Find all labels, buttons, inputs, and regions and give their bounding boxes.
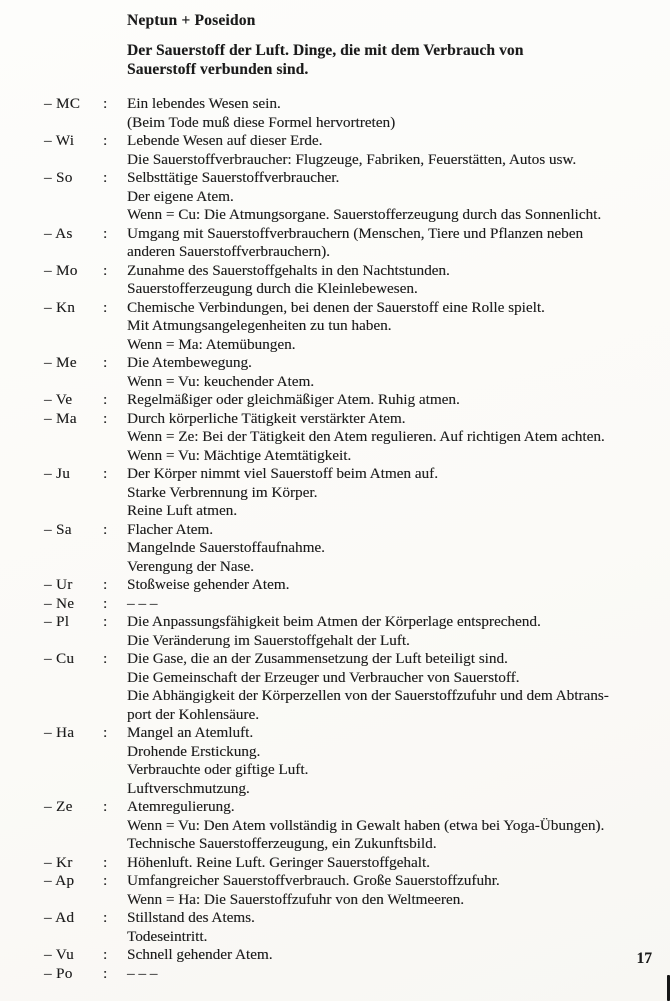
entry-line: Lebende Wesen auf dieser Erde. <box>127 132 323 149</box>
entry-row <box>44 169 670 225</box>
entry-row <box>44 650 670 724</box>
entry-row <box>44 95 670 132</box>
entry-line: Höhenluft. Reine Luft. Geringer Sauerstoffgehalt. <box>127 853 430 871</box>
entry-key: – As <box>44 224 73 242</box>
entry-line: Stoßweise gehender Atem. <box>127 576 290 593</box>
entry-line: Wenn = Vu: Den Atem vollständig in Gewalt haben (etwa bei Yoga-Übungen). <box>127 816 605 834</box>
entry-key: – So <box>44 169 73 186</box>
entry-lines <box>127 299 670 355</box>
entry-separator: : <box>103 798 108 815</box>
entry-row <box>44 132 670 169</box>
entry-key: – Vu <box>44 946 74 963</box>
entry-key: – Ve <box>44 391 73 408</box>
entry-key: – Pl <box>44 613 70 630</box>
entry-key: – Po <box>44 964 73 982</box>
entry-line: Drohende Erstickung. <box>127 742 261 760</box>
entry-separator: : <box>103 391 108 408</box>
entry-separator: : <box>103 224 108 242</box>
entry-line: Wenn = Ze: Bei der Tätigkeit den Atem regulieren. Auf richtigen Atem achten. <box>127 428 605 445</box>
entry-line: Wenn = Ma: Atemübungen. <box>127 335 296 353</box>
entry-line: Die Gase, die an der Zusammensetzung der Luft beteiligt sind. <box>127 650 508 667</box>
entry-row <box>44 225 670 262</box>
entry-line: Die Atembewegung. <box>127 354 252 371</box>
entry-line: Atemregulierung. <box>127 798 235 815</box>
entry-line: Verbrauchte oder giftige Luft. <box>127 761 309 778</box>
entry-row <box>44 465 670 521</box>
entry-separator: : <box>103 261 108 279</box>
entry-separator: : <box>103 853 108 871</box>
entry-line: Technische Sauerstofferzeugung, ein Zukunftsbild. <box>127 835 437 852</box>
entry-lines <box>127 521 670 577</box>
entry-line: anderen Sauerstoffverbrauchern). <box>127 243 330 260</box>
entry-lines <box>127 410 670 466</box>
entry-line: Die Abhängigkeit der Körperzellen von der Sauerstoffzufuhr und dem Abtrans- <box>127 687 609 704</box>
entry-key: – Ma <box>44 409 77 427</box>
page-title: Neptun + Poseidon <box>127 12 256 29</box>
entry-line: Die Anpassungsfähigkeit beim Atmen der Körperlage entsprechend. <box>127 613 541 630</box>
entry-lines <box>127 965 670 984</box>
entry-separator: : <box>103 132 108 149</box>
entry-separator: : <box>103 872 108 889</box>
entry-line: Wenn = Vu: Mächtige Atemtätigkeit. <box>127 446 352 464</box>
entry-line: Todeseintritt. <box>127 927 208 945</box>
entry-key: – Ne <box>44 594 75 612</box>
entry-row <box>44 595 670 614</box>
entry-lines <box>127 262 670 299</box>
entry-separator: : <box>103 946 108 963</box>
entry-separator: : <box>103 520 108 538</box>
entry-line: Die Sauerstoffverbraucher: Flugzeuge, Fabriken, Feuerstätten, Autos usw. <box>127 150 577 168</box>
entry-lines <box>127 872 670 909</box>
entry-key: – Ju <box>44 465 71 482</box>
entry-separator: : <box>103 613 108 630</box>
entry-separator: : <box>103 169 108 186</box>
entry-row <box>44 354 670 391</box>
entry-key: – Mo <box>44 261 78 279</box>
entry-line: Verengung der Nase. <box>127 557 254 575</box>
entry-row <box>44 576 670 595</box>
entry-separator: : <box>103 409 108 427</box>
entry-line: Luftverschmutzung. <box>127 779 250 797</box>
entry-lines <box>127 95 670 132</box>
entry-row <box>44 299 670 355</box>
entry-line: Die Veränderung im Sauerstoffgehalt der Luft. <box>127 631 410 649</box>
entry-key: – Sa <box>44 520 72 538</box>
entry-row <box>44 410 670 466</box>
entry-separator: : <box>103 724 108 741</box>
entry-line: Selbsttätige Sauerstoffverbraucher. <box>127 169 340 186</box>
entry-lines <box>127 576 670 595</box>
entry-line: port der Kohlensäure. <box>127 705 260 723</box>
entry-line: Durch körperliche Tätigkeit verstärkter Atem. <box>127 409 406 427</box>
entry-lines <box>127 354 670 391</box>
entry-line: – – – <box>127 964 158 982</box>
entry-line: Sauerstofferzeugung durch die Kleinlebewesen. <box>127 280 418 297</box>
entry-lines <box>127 613 670 650</box>
entry-key: – Me <box>44 354 77 371</box>
page-number: 17 <box>636 950 652 967</box>
entry-separator: : <box>103 354 108 371</box>
entry-separator: : <box>103 576 108 593</box>
entry-separator: : <box>103 95 108 112</box>
entry-row <box>44 965 670 984</box>
entry-line: Zunahme des Sauerstoffgehalts in den Nachtstunden. <box>127 261 450 279</box>
entry-line: Mangelnde Sauerstoffaufnahme. <box>127 539 325 556</box>
entry-line: Wenn = Vu: keuchender Atem. <box>127 372 315 390</box>
entry-line: Regelmäßiger oder gleichmäßiger Atem. Ruhig atmen. <box>127 391 460 408</box>
entry-separator: : <box>103 964 108 982</box>
subtitle-line-1: Der Sauerstoff der Luft. Dinge, die mit dem Verbrauch von <box>127 42 524 59</box>
entry-key: – Ur <box>44 576 73 593</box>
entry-separator: : <box>103 594 108 612</box>
entry-row <box>44 262 670 299</box>
entry-row <box>44 909 670 946</box>
entries-list <box>0 95 670 983</box>
entry-key: – Ze <box>44 798 73 815</box>
entry-lines <box>127 854 670 873</box>
entry-line: Reine Luft atmen. <box>127 502 238 519</box>
entry-key: – Ap <box>44 872 75 889</box>
subtitle-line-2: Sauerstoff verbunden sind. <box>127 61 309 78</box>
entry-lines <box>127 132 670 169</box>
entry-lines <box>127 946 670 965</box>
entry-line: Flacher Atem. <box>127 520 214 538</box>
entry-line: Wenn = Cu: Die Atmungsorgane. Sauerstofferzeugung durch das Sonnenlicht. <box>127 206 602 223</box>
entry-lines <box>127 169 670 225</box>
entry-key: – Kr <box>44 853 73 871</box>
entry-row <box>44 521 670 577</box>
entry-key: – Ad <box>44 909 75 926</box>
entry-row <box>44 946 670 965</box>
entry-lines <box>127 595 670 614</box>
entry-line: – – – <box>127 594 158 612</box>
entry-row <box>44 613 670 650</box>
entry-key: – Ha <box>44 724 75 741</box>
entry-key: – MC <box>44 95 81 112</box>
entry-row <box>44 854 670 873</box>
entry-lines <box>127 909 670 946</box>
entry-lines <box>127 724 670 798</box>
entry-key: – Kn <box>44 298 76 316</box>
entry-row <box>44 724 670 798</box>
entry-separator: : <box>103 909 108 926</box>
entry-line: Umgang mit Sauerstoffverbrauchern (Menschen, Tiere und Pflanzen neben <box>127 224 584 242</box>
entry-line: Chemische Verbindungen, bei denen der Sauerstoff eine Rolle spielt. <box>127 298 545 316</box>
entry-lines <box>127 650 670 724</box>
entry-line: Schnell gehender Atem. <box>127 946 273 963</box>
entry-key: – Wi <box>44 132 75 149</box>
entry-line: Die Gemeinschaft der Erzeuger und Verbraucher von Sauerstoff. <box>127 668 520 686</box>
entry-lines <box>127 798 670 854</box>
entry-lines <box>127 465 670 521</box>
entry-line: Starke Verbrennung im Körper. <box>127 483 318 501</box>
entry-line: Mangel an Atemluft. <box>127 724 254 741</box>
entry-lines <box>127 391 670 410</box>
entry-line: Mit Atmungsangelegenheiten zu tun haben. <box>127 317 392 334</box>
entry-line: Umfangreicher Sauerstoffverbrauch. Große Sauerstoffzufuhr. <box>127 872 500 889</box>
entry-row <box>44 798 670 854</box>
entry-row <box>44 872 670 909</box>
entry-line: (Beim Tode muß diese Formel hervortreten) <box>127 113 396 131</box>
entry-separator: : <box>103 465 108 482</box>
entry-line: Ein lebendes Wesen sein. <box>127 95 281 112</box>
entry-line: Stillstand des Atems. <box>127 909 255 926</box>
entry-separator: : <box>103 298 108 316</box>
entry-separator: : <box>103 650 108 667</box>
entry-line: Der Körper nimmt viel Sauerstoff beim Atmen auf. <box>127 465 438 482</box>
section-subtitle <box>127 41 523 79</box>
entry-key: – Cu <box>44 650 75 667</box>
entry-lines <box>127 225 670 262</box>
entry-row <box>44 391 670 410</box>
entry-line: Der eigene Atem. <box>127 187 234 205</box>
entry-line: Wenn = Ha: Die Sauerstoffzufuhr von den Weltmeeren. <box>127 890 465 908</box>
